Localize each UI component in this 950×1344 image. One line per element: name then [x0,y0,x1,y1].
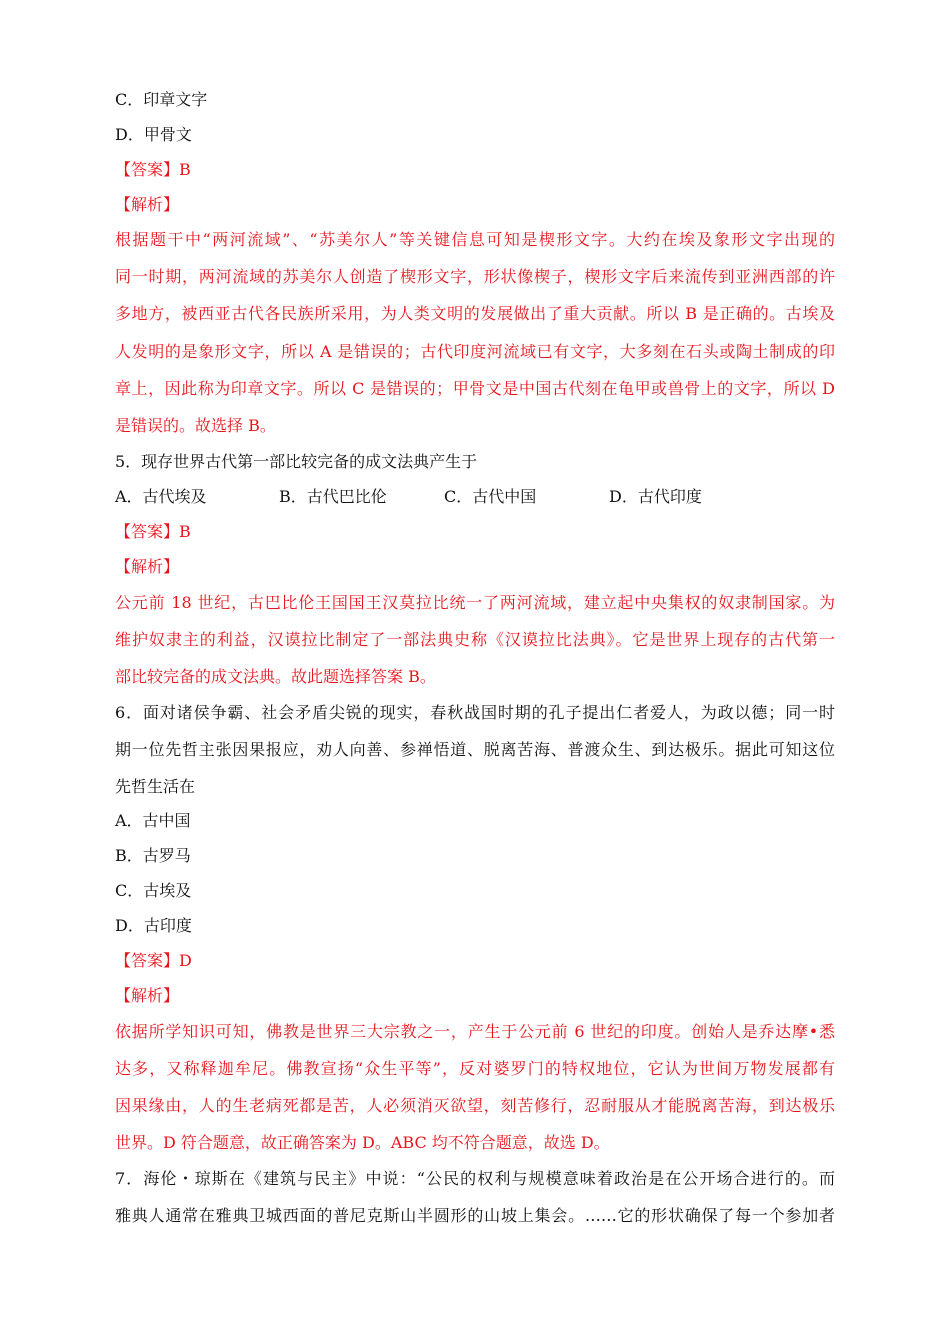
answer-label: 【答案】B [115,160,191,179]
analysis-text-line: 章上，因此称为印章文字。所以 C 是错误的；甲骨文是中国古代刻在龟甲或兽骨上的文字，所以 D [115,379,835,398]
option-a: A．古代埃及 [115,487,207,506]
analysis-text-line: 因果缘由，人的生老病死都是苦，人必须消灭欲望，刻苦修行，忍耐服从才能脱离苦海，到达极乐 [115,1096,835,1115]
option-a: A．古中国 [115,811,191,830]
question-stem: 5．现存世界古代第一部比较完备的成文法典产生于 [115,452,478,471]
analysis-text-line: 多地方，被西亚古代各民族所采用，为人类文明的发展做出了重大贡献。所以 B 是正确的。古埃及 [115,304,835,323]
option-d: D．甲骨文 [115,125,192,144]
analysis-text-line: 维护奴隶主的利益，汉谟拉比制定了一部法典史称《汉谟拉比法典》。它是世界上现存的古代第一 [115,630,835,649]
option-c: C．古代中国 [444,487,537,506]
question-stem: 先哲生活在 [115,777,196,796]
analysis-text-line: 部比较完备的成文法典。故此题选择答案 B。 [115,667,436,686]
analysis-label: 【解析】 [115,195,180,214]
question-stem: 雅典人通常在雅典卫城西面的普尼克斯山半圆形的山坡上集会。……它的形状确保了每一个参加者 [115,1206,835,1225]
analysis-text-line: 根据题干中“两河流域”、“苏美尔人”等关键信息可知是楔形文字。大约在埃及象形文字出现的 [115,230,835,249]
option-c: C．印章文字 [115,90,208,109]
analysis-text-line: 世界。D 符合题意，故正确答案为 D。ABC 均不符合题意，故选 D。 [115,1133,610,1152]
analysis-text-line: 依据所学知识可知，佛教是世界三大宗教之一，产生于公元前 6 世纪的印度。创始人是乔达摩•悉 [115,1022,835,1041]
analysis-label: 【解析】 [115,557,180,576]
question-stem: 7．海伦・琼斯在《建筑与民主》中说：“公民的权利与规模意味着政治是在公开场合进行的。而 [115,1169,835,1188]
option-c: C．古埃及 [115,881,192,900]
question-stem: 6．面对诸侯争霸、社会矛盾尖锐的现实，春秋战国时期的孔子提出仁者爱人，为政以德；同一时 [115,703,835,722]
analysis-text-line: 达多，又称释迦牟尼。佛教宣扬“众生平等”，反对婆罗门的特权地位，它认为世间万物发展都有 [115,1059,835,1078]
question-stem: 期一位先哲主张因果报应，劝人向善、参禅悟道、脱离苦海、普渡众生、到达极乐。据此可知这位 [115,740,835,759]
analysis-text-line: 是错误的。故选择 B。 [115,416,276,435]
option-d: D．古代印度 [609,487,702,506]
analysis-text-line: 人发明的是象形文字，所以 A 是错误的；古代印度河流域已有文字，大多刻在石头或陶土制成的印 [115,342,835,361]
option-b: B．古代巴比伦 [279,487,387,506]
option-d: D．古印度 [115,916,192,935]
option-b: B．古罗马 [115,846,191,865]
answer-label: 【答案】D [115,951,192,970]
answer-label: 【答案】B [115,522,191,541]
analysis-text-line: 公元前 18 世纪，古巴比伦王国国王汉莫拉比统一了两河流域，建立起中央集权的奴隶制国家。为 [115,593,835,612]
analysis-label: 【解析】 [115,986,180,1005]
analysis-text-line: 同一时期，两河流域的苏美尔人创造了楔形文字，形状像楔子，楔形文字后来流传到亚洲西部的许 [115,267,835,286]
